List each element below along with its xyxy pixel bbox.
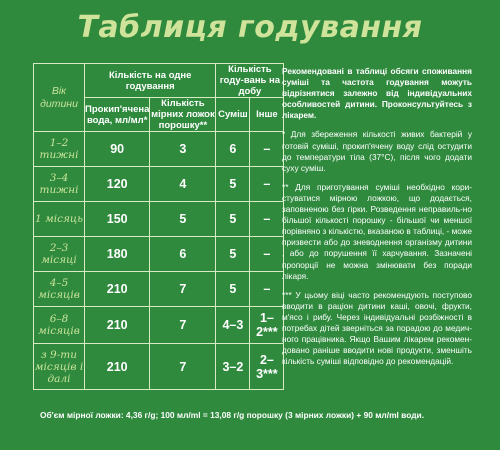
row-age: з 9-ти місяців і далі <box>34 344 85 390</box>
row-scoops: 7 <box>150 307 216 344</box>
row-formula: 5 <box>216 272 250 307</box>
row-formula: 5 <box>216 202 250 237</box>
row-age: 6–8 місяців <box>34 307 85 344</box>
row-scoops: 4 <box>150 167 216 202</box>
table-row <box>34 307 284 344</box>
header-formula: Суміш <box>216 98 250 132</box>
header-water: Прокип'ячена вода, мл/мл* <box>85 98 150 132</box>
row-water: 90 <box>85 132 150 167</box>
row-other: – <box>250 272 284 307</box>
row-water: 210 <box>85 344 150 390</box>
note-2: ** Для приготування суміші необхідно кори-стуватися мірною ложкою, що додається, заповненою без гірки. Розведення неправиль-но більшої кількості порошку - більшої чи меншої порівняно з кількістю, вказаною в таблиці, - може призвести або до зневоднення організму дитини , або до порушення її харчування. Зазначені пропорції не можна змінювати без поради лікаря. <box>282 181 472 281</box>
row-water: 210 <box>85 307 150 344</box>
page-title: Таблиця годування <box>77 10 423 45</box>
row-formula: 3–2 <box>216 344 250 390</box>
row-water: 210 <box>85 272 150 307</box>
table-row <box>34 132 284 167</box>
row-scoops: 3 <box>150 132 216 167</box>
header-scoops: Кількість мірних ложок порошку** <box>151 98 215 131</box>
row-formula: 5 <box>216 167 250 202</box>
row-other: – <box>250 202 284 237</box>
row-formula: 5 <box>216 237 250 272</box>
row-age: 2–3 місяці <box>34 237 85 272</box>
row-other: – <box>250 237 284 272</box>
header-per-day: Кількість году-вань на добу <box>216 64 284 98</box>
row-age: 3–4 тижні <box>34 167 85 202</box>
header-age: Вік дитини <box>34 64 85 132</box>
row-other: 1–2*** <box>250 307 284 344</box>
row-age: 1–2 тижні <box>34 132 85 167</box>
row-other: – <box>250 132 284 167</box>
row-scoops: 7 <box>150 272 216 307</box>
notes-lead: Рекомендовані в таблиці обсяги споживання суміші та частота годування можуть відрізнятися залежно від індивідуальних особливостей дитини. Проконсультуйтесь з лікарем. <box>282 66 472 121</box>
row-water: 180 <box>85 237 150 272</box>
header-other: Інше <box>250 98 284 132</box>
table-row <box>34 272 284 307</box>
table-row <box>34 167 284 202</box>
feeding-table <box>33 63 284 390</box>
table-row <box>34 202 284 237</box>
row-age: 4–5 місяців <box>34 272 85 307</box>
row-scoops: 7 <box>150 344 216 390</box>
table-row <box>34 237 284 272</box>
row-scoops: 5 <box>150 202 216 237</box>
row-age: 1 місяць <box>34 202 85 237</box>
row-scoops: 6 <box>150 237 216 272</box>
notes-column <box>282 66 472 375</box>
table-header-row <box>34 64 284 98</box>
row-formula: 4–3 <box>216 307 250 344</box>
note-3: *** У цьому віці часто рекомендують поступово вводити в раціон дитини каші, овочі, фрукти, м'ясо і рибу. Через індивідуальні розбіжності в потребах дітей зверніться за порадою до медич-ного працівника. Якщо Вашим лікарем рекомен-довано раніше вводити нові продукти, зменшіть кількість суміші відповідно до рекомендацій. <box>282 289 472 367</box>
note-1: * Для збереження кількості живих бактерій у готовій суміші, прокип'ячену воду слід остудити до температури тіла (37°С), після чого додати суху суміш. <box>282 129 472 173</box>
row-other: – <box>250 167 284 202</box>
row-other: 2–3*** <box>250 344 284 390</box>
row-water: 150 <box>85 202 150 237</box>
row-formula: 6 <box>216 132 250 167</box>
table-row <box>34 344 284 390</box>
header-per-feeding: Кількість на одне годування <box>85 64 216 98</box>
scoop-volume-footer: Об'єм мірної ложки: 4,36 г/g; 100 мл/ml = 13,08 г/g порошку (3 мірних ложки) + 90 мл/ml води. <box>40 410 425 420</box>
row-water: 120 <box>85 167 150 202</box>
